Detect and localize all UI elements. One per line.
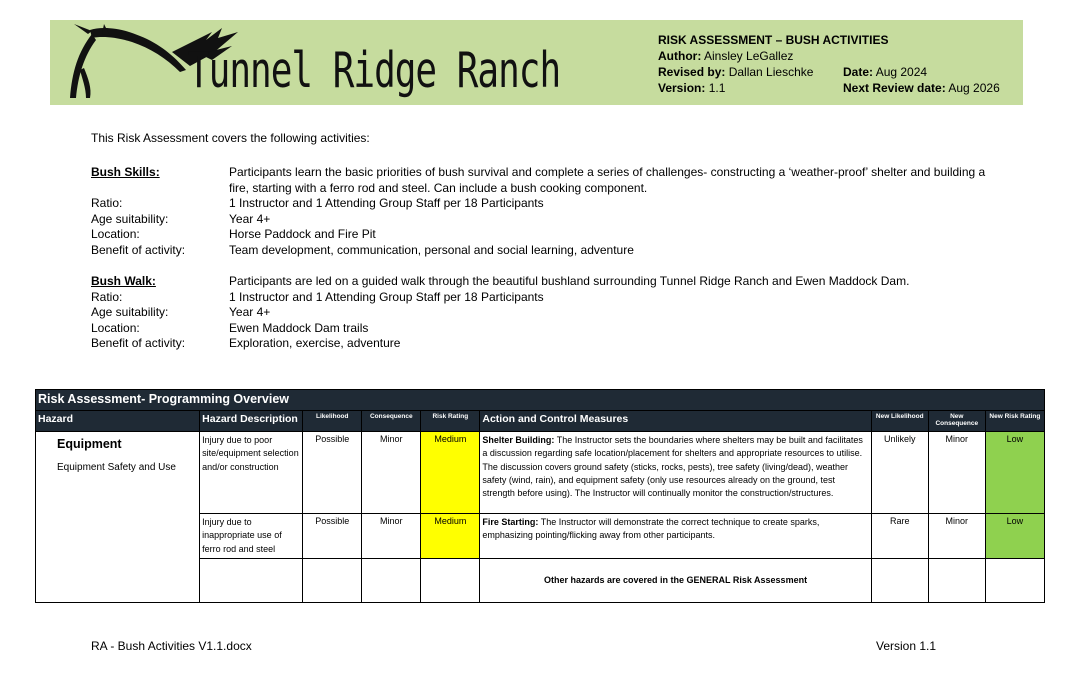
hazard-cell: [36, 432, 200, 603]
hazard-title: Equipment: [57, 437, 122, 451]
action-controls: Fire Starting: The Instructor will demonstrate the correct technique to create sparks, emphasizing pointing/flicking away from other participants.: [480, 514, 871, 559]
date-line: Date: Aug 2024: [843, 65, 928, 79]
col-consequence: Consequence: [362, 411, 421, 432]
new-likelihood: Unlikely: [871, 432, 928, 514]
author-line: Author: Ainsley LeGallez: [658, 49, 794, 63]
benefit-label: Benefit of activity:: [91, 336, 186, 351]
revised-line: Revised by: Dallan Lieschke: [658, 65, 814, 79]
other-hazards-note: Other hazards are covered in the GENERAL Risk Assessment: [480, 558, 871, 602]
activity-description-cont: fire, starting with a ferro rod and steel. Can include a bush cooking component.: [229, 180, 648, 195]
intro-text: This Risk Assessment covers the following activities:: [91, 131, 370, 145]
likelihood: Possible: [303, 514, 362, 559]
version-line: Version: 1.1: [658, 81, 726, 95]
consequence: Minor: [362, 432, 421, 514]
benefit-label: Benefit of activity:: [91, 242, 186, 257]
col-risk-rating: Risk Rating: [421, 411, 480, 432]
location-label: Location:: [91, 227, 140, 242]
col-new-consequence: New Consequence: [928, 411, 985, 432]
hazard-subtitle: Equipment Safety and Use: [57, 462, 176, 473]
new-consequence: Minor: [928, 514, 985, 559]
activity-description: Participants are led on a guided walk through the beautiful bushland surrounding Tunnel Ridge Ranch and Ewen Maddock Dam.: [229, 274, 910, 288]
new-consequence: Minor: [928, 432, 985, 514]
location-value: Horse Paddock and Fire Pit: [229, 227, 376, 242]
location-value: Ewen Maddock Dam trails: [229, 320, 369, 335]
new-risk-rating: Low: [985, 432, 1044, 514]
review-date-line: Next Review date: Aug 2026: [843, 81, 1000, 95]
age-label: Age suitability:: [91, 305, 169, 320]
document-title: RISK ASSESSMENT – BUSH ACTIVITIES: [658, 33, 889, 47]
benefit-value: Exploration, exercise, adventure: [229, 336, 401, 351]
ratio-value: 1 Instructor and 1 Attending Group Staff per 18 Participants: [229, 289, 544, 304]
likelihood: Possible: [303, 432, 362, 514]
col-hazard: Hazard: [36, 411, 200, 432]
risk-rating: Medium: [421, 432, 480, 514]
new-risk-rating: Low: [985, 514, 1044, 559]
table-row: [36, 432, 1045, 514]
age-value: Year 4+: [229, 305, 271, 320]
risk-rating: Medium: [421, 514, 480, 559]
col-new-likelihood: New Likelihood: [871, 411, 928, 432]
logo-wordmark: Tunnel Ridge Ranch: [188, 44, 561, 100]
col-new-risk-rating: New Risk Rating: [985, 411, 1044, 432]
ratio-value: 1 Instructor and 1 Attending Group Staff per 18 Participants: [229, 196, 544, 211]
hazard-description: Injury due to poor site/equipment selection and/or construction: [200, 432, 303, 514]
consequence: Minor: [362, 514, 421, 559]
col-action: Action and Control Measures: [480, 411, 871, 432]
age-label: Age suitability:: [91, 211, 169, 226]
age-value: Year 4+: [229, 211, 271, 226]
hazard-description: Injury due to inappropriate use of ferro rod and steel: [200, 514, 303, 559]
document-header: [50, 20, 1023, 105]
activity-name: Bush Walk:: [91, 274, 156, 288]
risk-assessment-table: [35, 389, 1045, 603]
ratio-label: Ratio:: [91, 289, 123, 304]
action-controls: Shelter Building: The Instructor sets the boundaries where shelters may be built and facilitates a discussion regarding safe location/placement for shelters and appropriate resources to utilise. The discussion covers ground safety (sticks, rocks, pests), tree safety (living/dead), weather safety (wind, rain), and equipment safety (only use resources already on the ground, test strength before using). The Instructor will continually monitor the construction/structures.: [480, 432, 871, 514]
ratio-label: Ratio:: [91, 196, 123, 211]
footer-filename: RA - Bush Activities V1.1.docx: [91, 639, 252, 653]
footer-version: Version 1.1: [876, 639, 937, 653]
new-likelihood: Rare: [871, 514, 928, 559]
col-hazard-description: Hazard Description: [200, 411, 303, 432]
activity-name: Bush Skills:: [91, 165, 160, 179]
col-likelihood: Likelihood: [303, 411, 362, 432]
benefit-value: Team development, communication, personal and social learning, adventure: [229, 242, 634, 257]
activity-description: Participants learn the basic priorities of bush survival and complete a series of challenges- constructing a ‘weather-proof’ shelter and building a: [229, 165, 986, 179]
location-label: Location:: [91, 320, 140, 335]
table-title: Risk Assessment- Programming Overview: [36, 390, 1045, 411]
